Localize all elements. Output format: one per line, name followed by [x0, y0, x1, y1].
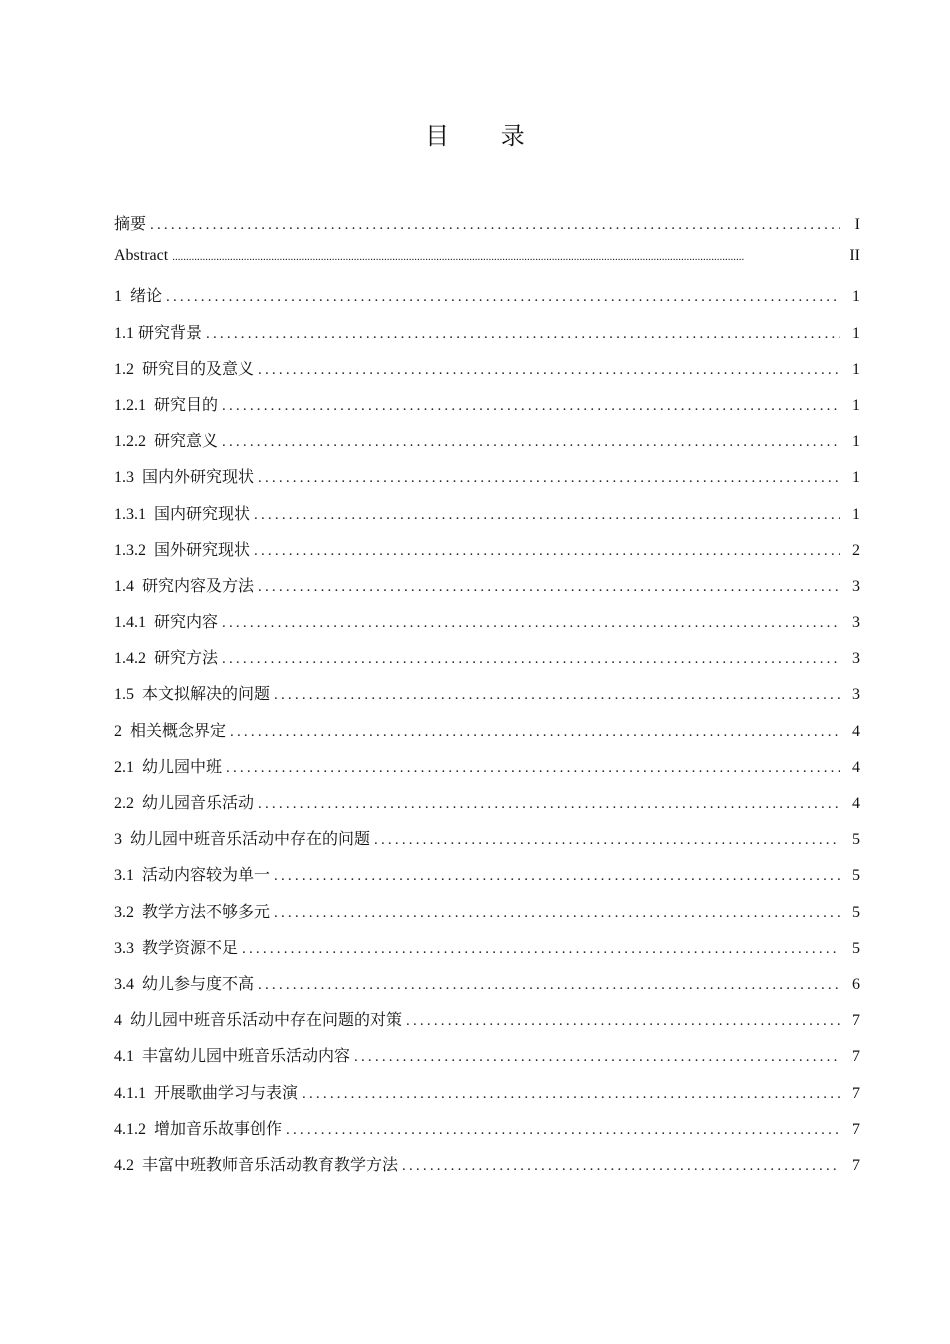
toc-entry-text: 丰富幼儿园中班音乐活动内容 [142, 1048, 351, 1066]
toc-entry-3-3[interactable] [114, 935, 860, 971]
toc-entry-text: 开展歌曲学习与表演 [154, 1084, 299, 1102]
toc-entry-number: 1.1 [114, 324, 134, 342]
toc-entry-text: 研究目的 [154, 396, 219, 414]
toc-entry-text: 幼儿园中班音乐活动中存在问题的对策 [130, 1012, 403, 1030]
toc-entry-4-1-2[interactable] [114, 1116, 860, 1152]
toc-leader-dots [258, 977, 840, 994]
toc-entry-label [114, 899, 270, 922]
toc-leader-dots [302, 1086, 840, 1103]
toc-page-number: 7 [852, 1156, 860, 1174]
toc-entry-label [114, 681, 270, 704]
toc-entry-number: 4.2 [114, 1156, 134, 1174]
toc-entry-label [114, 1080, 298, 1103]
toc-entry-abstract-cn[interactable] [114, 211, 860, 247]
toc-page-number: 4 [852, 758, 860, 776]
toc-leader-dots [406, 1013, 840, 1030]
toc-entry-1-3-2[interactable] [114, 537, 860, 573]
toc-entry-4-2[interactable] [114, 1152, 860, 1188]
toc-leader-dots [222, 434, 840, 451]
toc-entry-number: 1.4.2 [114, 650, 146, 668]
toc-leader-dots [150, 217, 840, 234]
toc-entry-text: 丰富中班教师音乐活动教育教学方法 [142, 1156, 399, 1174]
toc-page-number: 1 [852, 505, 860, 523]
toc-entry-text: 国内研究现状 [154, 505, 251, 523]
toc-entry-4-1-1[interactable] [114, 1080, 860, 1116]
toc-entry-1-4[interactable] [114, 573, 860, 609]
toc-entry-3-2[interactable] [114, 899, 860, 935]
toc-entry-2[interactable] [114, 718, 860, 754]
toc-entry-text: 幼儿园中班 [142, 758, 223, 776]
toc-entry-3[interactable] [114, 826, 860, 862]
toc-entry-label [114, 1007, 402, 1030]
toc-entry-number: 3.2 [114, 903, 134, 921]
toc-entry-number: 3.1 [114, 867, 134, 885]
toc-entry-1-3[interactable] [114, 464, 860, 500]
toc-page-number: 5 [852, 867, 860, 885]
toc-entry-label [114, 790, 254, 813]
toc-entry-1-2-2[interactable] [114, 428, 860, 464]
toc-entry-3-4[interactable] [114, 971, 860, 1007]
toc-entry-label [114, 320, 202, 343]
toc-entry-text: 幼儿参与度不高 [142, 975, 255, 993]
toc-page-number: 1 [852, 396, 860, 414]
toc-entry-number: 2.2 [114, 795, 134, 812]
toc-leader-dots [172, 251, 840, 263]
toc-entry-label [114, 609, 218, 632]
toc-entry-text: 研究意义 [154, 433, 219, 451]
toc-page-number: 3 [852, 614, 860, 632]
toc-entry-number: 3.3 [114, 939, 134, 957]
toc-title: 目 录 [425, 122, 547, 150]
toc-entry-1-2[interactable] [114, 356, 860, 392]
toc-leader-dots [222, 615, 840, 632]
toc-entry-number: 1.2 [114, 360, 134, 378]
toc-page-number: 1 [852, 469, 860, 487]
toc-entry-1-2-1[interactable] [114, 392, 860, 428]
toc-entry-text: 摘要 [114, 216, 147, 233]
toc-entry-number: 1.2.2 [114, 433, 146, 451]
toc-entry-1-4-2[interactable] [114, 645, 860, 681]
toc-leader-dots [274, 687, 840, 704]
toc-entry-label [114, 971, 254, 994]
toc-entry-3-1[interactable] [114, 862, 860, 898]
toc-entry-number: 1.3 [114, 469, 134, 487]
toc-entry-text: 研究内容及方法 [142, 577, 255, 595]
toc-entry-label [114, 862, 270, 885]
toc-entry-1-5[interactable] [114, 681, 860, 717]
toc-entry-label [114, 573, 254, 596]
toc-leader-dots [166, 289, 840, 306]
toc-page-number: 5 [852, 939, 860, 957]
toc-entry-label [114, 247, 168, 265]
toc-entry-2-1[interactable] [114, 754, 860, 790]
toc-entry-number: 1.4.1 [114, 614, 146, 632]
toc-entry-label [114, 1043, 350, 1066]
toc-entry-number: 2.1 [114, 758, 134, 776]
toc-entry-label [114, 754, 222, 777]
toc-entry-label [114, 645, 218, 668]
toc-entry-number: 1 [114, 288, 122, 306]
toc-leader-dots [354, 1049, 840, 1066]
toc-entry-number: 1.3.2 [114, 541, 146, 559]
toc-page-number: 4 [852, 795, 860, 812]
toc-entry-text: 本文拟解决的问题 [142, 686, 271, 704]
toc-page-number: I [854, 216, 860, 233]
toc-entry-label [114, 501, 250, 524]
toc-entry-text: 研究背景 [138, 324, 203, 342]
toc-entry-4-1[interactable] [114, 1043, 860, 1079]
toc-leader-dots [374, 832, 840, 849]
toc-leader-dots [230, 724, 840, 741]
toc-entry-number: 4.1 [114, 1048, 134, 1066]
toc-entry-text: 国外研究现状 [154, 541, 251, 559]
toc-entry-number: 4.1.2 [114, 1120, 146, 1138]
toc-entry-1-1[interactable] [114, 320, 860, 356]
toc-list [114, 211, 860, 1188]
toc-entry-1-3-1[interactable] [114, 501, 860, 537]
toc-entry-abstract-en[interactable] [114, 247, 860, 283]
toc-entry-number: 1.3.1 [114, 505, 146, 523]
toc-page-number: 3 [852, 577, 860, 595]
toc-page-number: 7 [852, 1048, 860, 1066]
toc-entry-label [114, 356, 254, 379]
toc-leader-dots [254, 543, 840, 560]
toc-leader-dots [242, 941, 840, 958]
toc-page-number: 4 [852, 722, 860, 740]
toc-entry-text: 研究方法 [154, 650, 219, 668]
toc-entry-text: 幼儿园中班音乐活动中存在的问题 [130, 831, 371, 849]
toc-entry-number: 1.2.1 [114, 396, 146, 414]
toc-entry-label [114, 826, 370, 849]
toc-entry-label [114, 1152, 398, 1175]
toc-entry-label [114, 464, 254, 487]
toc-leader-dots [286, 1122, 840, 1139]
toc-page-number: 1 [852, 288, 860, 306]
toc-entry-number: 1.5 [114, 686, 134, 704]
toc-entry-1[interactable] [114, 283, 860, 319]
toc-page-number: 3 [852, 686, 860, 704]
toc-page-number: 1 [852, 360, 860, 378]
toc-entry-2-2[interactable] [114, 790, 860, 826]
toc-entry-number: 4 [114, 1012, 122, 1030]
toc-entry-number: 4.1.1 [114, 1084, 146, 1102]
toc-leader-dots [274, 868, 840, 885]
toc-leader-dots [258, 362, 840, 379]
toc-entry-text: 教学资源不足 [142, 939, 239, 957]
toc-entry-label [114, 211, 146, 234]
toc-leader-dots [258, 579, 840, 596]
toc-entry-text: 绪论 [130, 288, 163, 306]
toc-entry-label [114, 1116, 282, 1139]
toc-page-number: 1 [852, 433, 860, 451]
toc-page-number: 7 [852, 1120, 860, 1138]
toc-entry-1-4-1[interactable] [114, 609, 860, 645]
toc-entry-text: 相关概念界定 [130, 722, 227, 740]
toc-page-number: 5 [852, 903, 860, 921]
toc-entry-number: 3 [114, 831, 122, 849]
toc-entry-label [114, 392, 218, 415]
toc-leader-dots [274, 905, 840, 922]
toc-page-number: 5 [852, 831, 860, 849]
toc-entry-label [114, 718, 226, 741]
toc-page-number: 7 [852, 1084, 860, 1102]
toc-leader-dots [206, 326, 840, 343]
toc-page-number: 1 [852, 324, 860, 342]
toc-entry-number: 3.4 [114, 975, 134, 993]
toc-leader-dots [222, 651, 840, 668]
toc-leader-dots [258, 796, 840, 813]
toc-entry-text: Abstract [114, 247, 169, 265]
toc-entry-text: 增加音乐故事创作 [154, 1120, 283, 1138]
toc-page-number: 6 [852, 975, 860, 993]
toc-entry-text: 研究目的及意义 [142, 360, 255, 378]
toc-entry-number: 2 [114, 722, 122, 740]
toc-entry-text: 幼儿园音乐活动 [142, 795, 255, 812]
toc-entry-label [114, 283, 162, 306]
toc-entry-4[interactable] [114, 1007, 860, 1043]
toc-leader-dots [226, 760, 840, 777]
toc-entry-text: 研究内容 [154, 614, 219, 632]
toc-page-number: 7 [852, 1012, 860, 1030]
toc-entry-text: 教学方法不够多元 [142, 903, 271, 921]
toc-entry-text: 活动内容较为单一 [142, 867, 271, 885]
toc-entry-text: 国内外研究现状 [142, 469, 255, 487]
toc-entry-label [114, 935, 238, 958]
toc-leader-dots [402, 1158, 840, 1175]
toc-entry-number: 1.4 [114, 577, 134, 595]
toc-page-number: 2 [852, 541, 860, 559]
toc-leader-dots [258, 470, 840, 487]
toc-page-number: II [849, 247, 860, 265]
toc-entry-label [114, 537, 250, 560]
toc-entry-label [114, 428, 218, 451]
toc-leader-dots [222, 398, 840, 415]
toc-page-number: 3 [852, 650, 860, 668]
toc-leader-dots [254, 507, 840, 524]
